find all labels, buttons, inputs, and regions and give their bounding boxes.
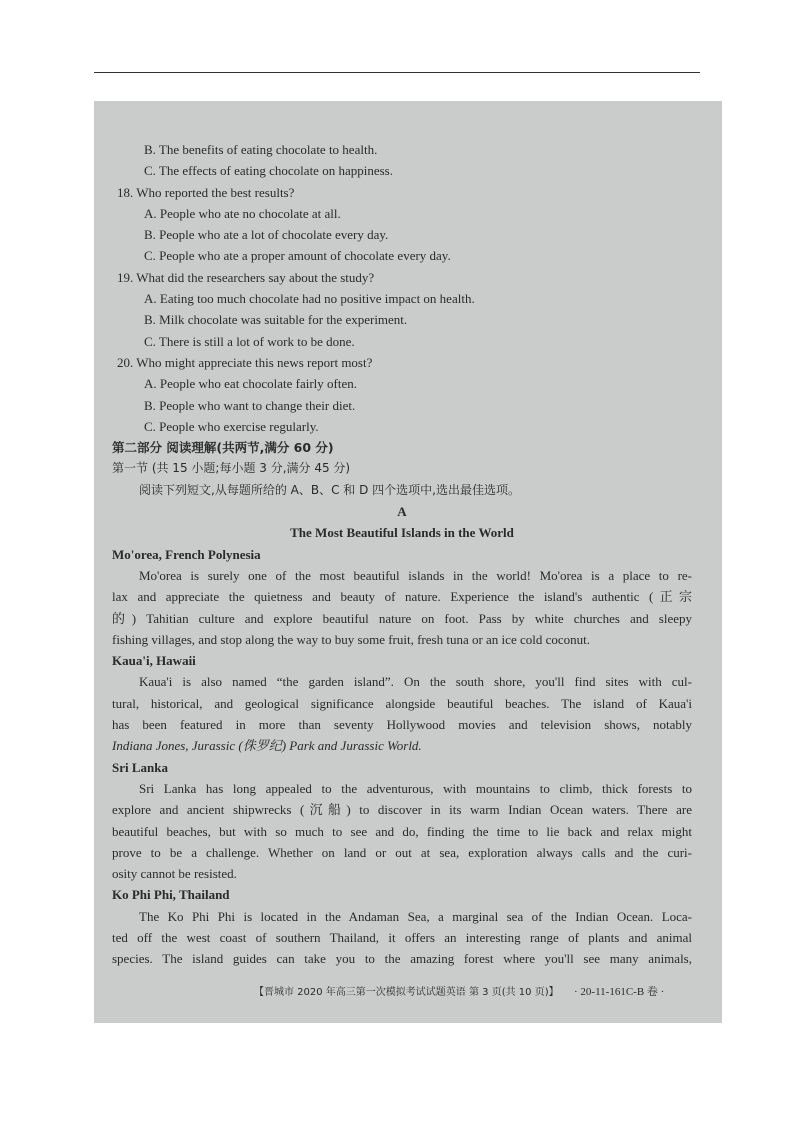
kauai-line-2: tural, historical, and geological significance alongside beautiful beaches. The island of Kaua'i (112, 695, 692, 711)
srilanka-line-4: prove to be a challenge. Whether on land or out at sea, exploration always calls and the curi- (112, 844, 692, 860)
q19-stem: 19. What did the researchers say about the study? (117, 269, 375, 285)
srilanka-line-1: Sri Lanka has long appealed to the adventurous, with mountains to climb, thick forests to (139, 780, 692, 796)
q19-option-c: C. There is still a lot of work to be done. (144, 333, 355, 349)
moorea-line-3: 的) Tahitian culture and explore beautiful nature on foot. Pass by white churches and sleepy (112, 610, 692, 626)
kauai-line-1: Kaua'i is also named “the garden island”. On the south shore, you'll find sites with cul- (139, 674, 692, 690)
q19-option-b: B. Milk chocolate was suitable for the experiment. (144, 312, 408, 328)
q18-option-c: C. People who ate a proper amount of chocolate every day. (144, 248, 451, 264)
q20-stem: 20. Who might appreciate this news report most? (117, 354, 373, 370)
section-one-heading: 第一节 (共 15 小题;每小题 3 分,满分 45 分) (112, 461, 351, 476)
q18-option-b: B. People who ate a lot of chocolate every day. (144, 227, 389, 243)
kophiphi-line-2: ted off the west coast of southern Thailand, it offers an interesting range of plants and animal (112, 929, 692, 945)
kauai-line-4: Indiana Jones, Jurassic (侏罗纪) Park and Jurassic World. (112, 738, 422, 754)
moorea-line-1: Mo'orea is surely one of the most beautiful islands in the world! Mo'orea is a place to re- (139, 567, 692, 583)
q18-option-a: A. People who ate no chocolate at all. (144, 205, 341, 221)
moorea-line-2: lax and appreciate the quietness and beauty of nature. Experience the island's authentic (正宗 (112, 589, 692, 605)
q20-option-a: A. People who eat chocolate fairly often. (144, 376, 357, 392)
footer-exam-info: 【晋城市 2020 年高三第一次模拟考试试题英语 第 3 页(共 10 页)】 (254, 987, 559, 998)
top-rule (94, 72, 700, 73)
moorea-heading: Mo'orea, French Polynesia (112, 546, 261, 562)
part-two-heading: 第二部分 阅读理解(共两节,满分 60 分) (112, 440, 334, 456)
q18-stem: 18. Who reported the best results? (117, 184, 295, 200)
footer-code: · 20-11-161C-B 卷 · (574, 986, 665, 998)
srilanka-line-2: explore and ancient shipwrecks (沉船) to discover in its warm Indian Ocean waters. There are (112, 802, 692, 818)
instruction-text: 阅读下列短文,从每题所给的 A、B、C 和 D 四个选项中,选出最佳选项。 (139, 482, 520, 497)
kophiphi-line-1: The Ko Phi Phi is located in the Andaman Sea, a marginal sea of the Indian Ocean. Loca- (139, 908, 692, 924)
moorea-line-4: fishing villages, and stop along the way to buy some fruit, fresh tuna or an ice cold coconut. (112, 631, 590, 647)
page-content (112, 139, 692, 970)
q19-option-a: A. Eating too much chocolate had no positive impact on health. (144, 291, 475, 307)
srilanka-line-3: beautiful beaches, but with so much to see and do, finding the time to lie back and relax might (112, 823, 692, 839)
q20-option-c: C. People who exercise regularly. (144, 418, 319, 434)
kophiphi-line-3: species. The island guides can take you to the amazing forest where you'll see many animals, (112, 951, 692, 967)
scanned-page (94, 101, 722, 1023)
kauai-line-3: has been featured in more than seventy Hollywood movies and television shows, notably (112, 717, 692, 733)
srilanka-heading: Sri Lanka (112, 759, 168, 775)
kophiphi-heading: Ko Phi Phi, Thailand (112, 887, 230, 903)
q20-option-b: B. People who want to change their diet. (144, 397, 356, 413)
passage-letter: A (397, 504, 407, 520)
passage-title: The Most Beautiful Islands in the World (290, 525, 514, 541)
q17-option-c: C. The effects of eating chocolate on happiness. (144, 163, 393, 179)
q17-option-b: B. The benefits of eating chocolate to health. (144, 142, 378, 157)
kauai-heading: Kaua'i, Hawaii (112, 653, 196, 669)
srilanka-line-5: osity cannot be resisted. (112, 866, 237, 882)
